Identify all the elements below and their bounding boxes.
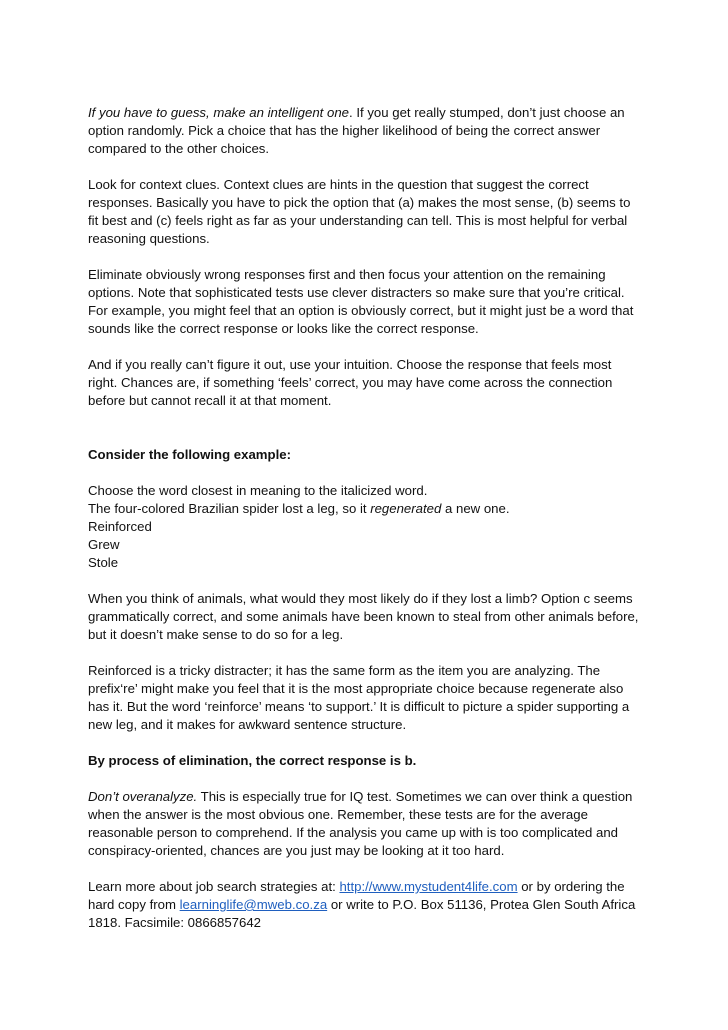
paragraph-context-clues: Look for context clues. Context clues are hints in the question that suggest the correct responses. Basically you have to pick the option that (a) makes the most sense, (b) seems to fit best and (c) feels right as far as your understanding can tell. This is most helpful for verbal reasoning questions. [88, 177, 631, 246]
paragraph-guess [88, 104, 644, 158]
conclusion: By process of elimination, the correct response is b. [88, 753, 417, 768]
option-c: Stole [88, 555, 119, 570]
paragraph-eliminate: Eliminate obviously wrong responses first and then focus your attention on the remaining options. Note that sophisticated tests use clever distracters so make sure that you’re critical. For example, you might feel that an option is obviously correct, but it might just be a word that sounds like the correct response or looks like the correct response. [88, 267, 634, 336]
paragraph-reinforced: Reinforced is a tricky distracter; it has the same form as the item you are analyzing. The prefix‘re’ might make you feel that it is the most appropriate choice because regenerate also has it. But the word ‘reinforce’ means ‘to support.’ It is difficult to picture a spider supporting a new leg, and it makes for awkward sentence structure. [88, 663, 630, 732]
option-a: Reinforced [88, 519, 152, 534]
guess-rest: . If you get really stumped, don’t just choose an option randomly. Pick a choice that has the higher likelihood of being the correct answer compared to the other choices. [88, 105, 625, 156]
website-link[interactable]: http://www.mystudent4life.com [339, 879, 518, 894]
document-page [88, 104, 644, 950]
overanalyze-rest: This is especially true for IQ test. Sometimes we can over think a question when the answer is the most obvious one. Remember, these tests are for the average reasonable person to comprehend. If the analysis you came up with is too complicated and conspiracy-oriented, chances are you just may be looking at it too hard. [88, 789, 633, 858]
email-link[interactable]: learninglife@mweb.co.za [179, 897, 328, 912]
paragraph-overanalyze [88, 788, 644, 860]
question-block [88, 482, 644, 572]
question-sentence: The four-colored Brazilian spider lost a leg, so it regenerated a new one. [88, 501, 510, 516]
option-b: Grew [88, 537, 120, 552]
paragraph-animals: When you think of animals, what would they most likely do if they lost a limb? Option c seems grammatically correct, and some animals have been known to steal from other animals before, but it doesn’t make sense to do so for a leg. [88, 591, 639, 642]
italic-word: regenerated [370, 501, 442, 516]
overanalyze-lead: Don’t overanalyze. [88, 789, 198, 804]
guess-lead: If you have to guess, make an intelligent one [88, 105, 349, 120]
question-prompt: Choose the word closest in meaning to the italicized word. [88, 483, 428, 498]
paragraph-intuition: And if you really can’t figure it out, use your intuition. Choose the response that feels most right. Chances are, if something ‘feels’ correct, you may have come across the connection before but cannot recall it at that moment. [88, 357, 613, 408]
example-heading: Consider the following example: [88, 447, 291, 462]
footer-paragraph: Learn more about job search strategies at: http://www.mystudent4life.com or by ordering the hard copy from learninglife@mweb.co.za or write to P.O. Box 51136, Protea Glen South Africa 1818. Facsimile: 0866857642 [88, 879, 636, 930]
